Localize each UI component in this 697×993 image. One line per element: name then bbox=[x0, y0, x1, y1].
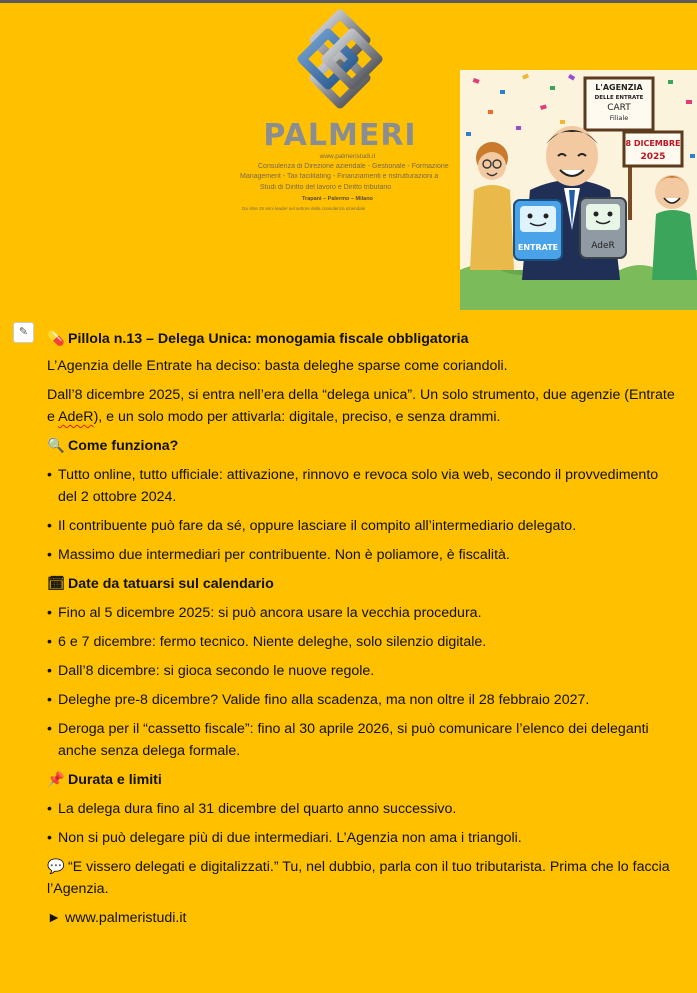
list-item bbox=[47, 464, 677, 508]
pushpin-icon: 📌 bbox=[47, 772, 65, 788]
bullet-icon: • bbox=[47, 518, 52, 534]
cartoon-illustration-svg bbox=[460, 70, 697, 310]
sign-date-1: 8 DICEMBRE bbox=[625, 139, 681, 148]
list-item-text: Fino al 5 dicembre 2025: si può ancora usare la vecchia procedura. bbox=[58, 605, 482, 621]
section-3-title: Durata e limiti bbox=[68, 772, 162, 788]
sign-text-1: L'AGENZIA bbox=[595, 83, 643, 92]
list-item bbox=[47, 544, 677, 566]
list-item-text: Il contribuente può fare da sé, oppure lasciare il compito all’intermediario delegato. bbox=[58, 518, 577, 534]
website-link[interactable]: www.palmeristudi.it bbox=[65, 910, 187, 926]
section-heading-come-funziona bbox=[47, 435, 677, 457]
palmeri-logo bbox=[240, 8, 455, 218]
logo-line-5: Da oltre 25 anni leader nel settore della consulenza aziendale bbox=[242, 206, 366, 211]
bullet-icon: • bbox=[47, 547, 52, 563]
logo-line-1: Consulenza di Direzione aziendale - Gestionale - Formazione bbox=[258, 163, 449, 170]
article-body bbox=[47, 328, 677, 929]
logo-name: PALMERI bbox=[263, 118, 417, 153]
list-item-text: La delega dura fino al 31 dicembre del quarto anno successivo. bbox=[58, 801, 457, 817]
bullet-icon: • bbox=[47, 467, 52, 483]
sign-text-3: CART bbox=[607, 103, 631, 113]
list-item-text: Non si può delegare più di due intermediari. L’Agenzia non ama i triangoli. bbox=[58, 830, 522, 846]
list-item-text: 6 e 7 dicembre: fermo tecnico. Niente deleghe, solo silenzio digitale. bbox=[58, 634, 487, 650]
list-item-text: Dall’8 dicembre: si gioca secondo le nuove regole. bbox=[58, 663, 375, 679]
arrow-icon: ► bbox=[47, 910, 62, 926]
bullet-icon: • bbox=[47, 801, 52, 817]
list-item-text: Deroga per il “cassetto fiscale”: fino al 30 aprile 2026, si può comunicare l’elenco dei deleganti anche senza delega formale. bbox=[58, 721, 649, 759]
bullet-icon: • bbox=[47, 721, 52, 737]
sign-text-4: Filiale bbox=[609, 114, 629, 122]
sign-date-2: 2025 bbox=[640, 152, 666, 162]
cartoon-illustration bbox=[460, 70, 697, 310]
list-item bbox=[47, 798, 677, 820]
logo-line-2: Management - Tax facilitating - Finanziamenti e ristrutturazioni a bbox=[240, 173, 439, 180]
section-2-title: Date da tatuarsi sul calendario bbox=[68, 576, 274, 592]
pill-icon: 💊 bbox=[47, 331, 65, 347]
list-item-text: Deleghe pre-8 dicembre? Valide fino alla scadenza, ma non oltre il 28 febbraio 2027. bbox=[58, 692, 590, 708]
top-border bbox=[0, 0, 697, 3]
calendar-icon: 🗓 bbox=[47, 576, 66, 592]
bullet-icon: • bbox=[47, 663, 52, 679]
logo-knot-icon bbox=[288, 8, 392, 110]
sign-text-2: DELLE ENTRATE bbox=[594, 95, 644, 101]
bullet-icon: • bbox=[47, 634, 52, 650]
list-item-text: Tutto online, tutto ufficiale: attivazione, rinnovo e revoca solo via web, secondo il provvedimento del 2 ottobre 2024. bbox=[58, 467, 659, 505]
list-item bbox=[47, 515, 677, 537]
logo-line-4: Trapani – Palermo – Milano bbox=[302, 196, 373, 202]
article-title-text: Pillola n.13 – Delega Unica: monogamia fiscale obbligatoria bbox=[68, 331, 469, 347]
section-heading-durata bbox=[47, 769, 677, 791]
bullet-icon: • bbox=[47, 692, 52, 708]
list-item bbox=[47, 827, 677, 849]
robot-left-label: ENTRATE bbox=[517, 243, 559, 252]
intro-2-part-c: ), e un solo modo per attivarla: digitale, preciso, e senza drammi. bbox=[93, 409, 501, 425]
closing-paragraph bbox=[47, 856, 677, 900]
intro-paragraph-1: L’Agenzia delle Entrate ha deciso: basta deleghe sparse come coriandoli. bbox=[47, 358, 508, 374]
list-item bbox=[47, 718, 677, 762]
list-item bbox=[47, 689, 677, 711]
closing-text: “E vissero delegati e digitalizzati.” Tu, nel dubbio, parla con il tuo tributarista. Prima che lo faccia l’Agenzia. bbox=[47, 859, 670, 897]
website-line bbox=[47, 907, 677, 929]
section-heading-date bbox=[47, 573, 677, 595]
list-item-text: Massimo due intermediari per contribuente. Non è poliamore, è fiscalità. bbox=[58, 547, 510, 563]
speech-bubble-icon: 💬 bbox=[47, 859, 65, 875]
intro-paragraph-2 bbox=[47, 384, 677, 428]
intro-2-spellcheck-word: AdeR bbox=[58, 409, 94, 425]
logo-url: www.palmeristudi.it bbox=[319, 153, 376, 160]
magnifier-icon: 🔍 bbox=[47, 438, 65, 454]
section-1-title: Come funziona? bbox=[68, 438, 179, 454]
bullet-icon: • bbox=[47, 830, 52, 846]
list-item bbox=[47, 660, 677, 682]
robot-right-label: AdeR bbox=[591, 241, 615, 251]
magic-wand-edit-icon[interactable]: ✎ bbox=[13, 322, 34, 343]
logo-line-3: Studi di Diritto del lavoro e Diritto tributario bbox=[260, 184, 392, 191]
bullet-icon: • bbox=[47, 605, 52, 621]
list-item bbox=[47, 602, 677, 624]
article-title bbox=[47, 328, 677, 350]
intro-2-part-a: Dall’8 dicembre 2025, si entra nell’era della “delega unica”. Un solo strumento, due agenzie (Entrate e bbox=[47, 387, 675, 425]
list-item bbox=[47, 631, 677, 653]
